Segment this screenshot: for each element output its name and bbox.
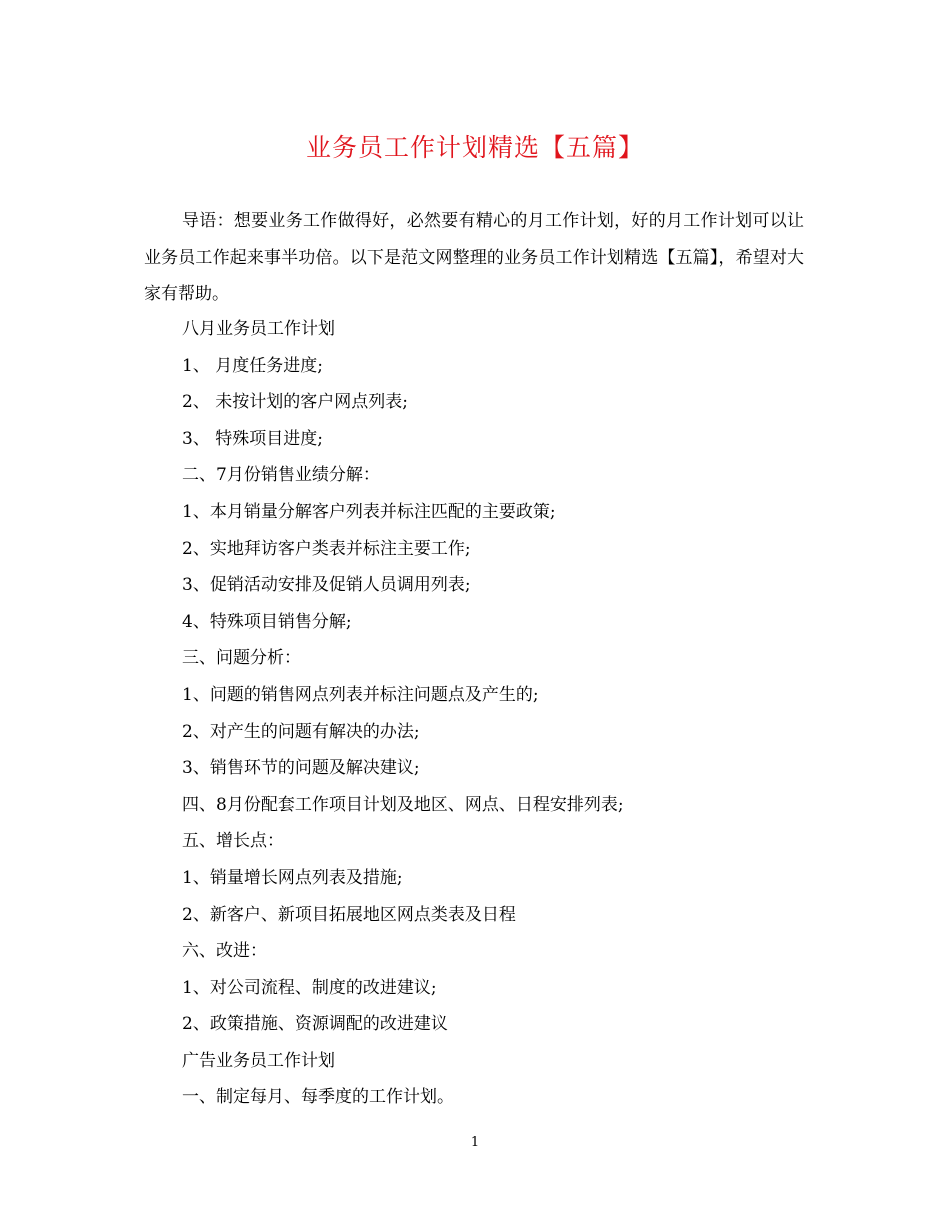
list-item: 2、实地拜访客户类表并标注主要工作; [182, 538, 471, 559]
list-item: 3、 特殊项目进度; [182, 428, 323, 449]
section-heading: 二、7月份销售业绩分解： [182, 465, 380, 486]
content-lines [182, 311, 822, 1116]
list-item: 2、新客户、新项目拓展地区网点类表及日程 [182, 904, 516, 925]
section-heading: 五、增长点： [182, 831, 284, 852]
list-item: 1、问题的销售网点列表并标注问题点及产生的; [182, 684, 539, 705]
document-title: 业务员工作计划精选【五篇】 [305, 133, 644, 162]
page-number: 1 [470, 1135, 480, 1150]
section-heading: 一、制定每月、每季度的工作计划。 [182, 1087, 454, 1108]
section-heading: 四、8月份配套工作项目计划及地区、网点、日程安排列表; [182, 794, 624, 815]
list-item: 2、政策措施、资源调配的改进建议 [182, 1014, 448, 1035]
list-item: 3、销售环节的问题及解决建议; [182, 758, 420, 779]
list-item: 4、特殊项目销售分解; [182, 611, 352, 632]
section-heading: 八月业务员工作计划 [182, 319, 335, 339]
list-item: 1、 月度任务进度; [182, 355, 323, 376]
list-item: 2、 未按计划的客户网点列表; [182, 392, 408, 413]
list-item: 1、对公司流程、制度的改进建议; [182, 977, 437, 998]
list-item: 1、本月销量分解客户列表并标注匹配的主要政策; [182, 501, 556, 522]
section-heading: 三、问题分析： [182, 648, 301, 669]
section-heading: 六、改进： [182, 941, 267, 962]
list-item: 3、促销活动安排及促销人员调用列表; [182, 575, 471, 596]
list-item: 2、对产生的问题有解决的办法; [182, 721, 420, 742]
intro-paragraph: 导语：想要业务工作做得好，必然要有精心的月工作计划，好的月工作计划可以让业务员工作起来事半功倍。以下是范文网整理的业务员工作计划精选【五篇】，希望对大家有帮助。 [144, 211, 804, 304]
list-item: 1、销量增长网点列表及措施; [182, 867, 403, 888]
section-heading: 广告业务员工作计划 [182, 1050, 335, 1071]
